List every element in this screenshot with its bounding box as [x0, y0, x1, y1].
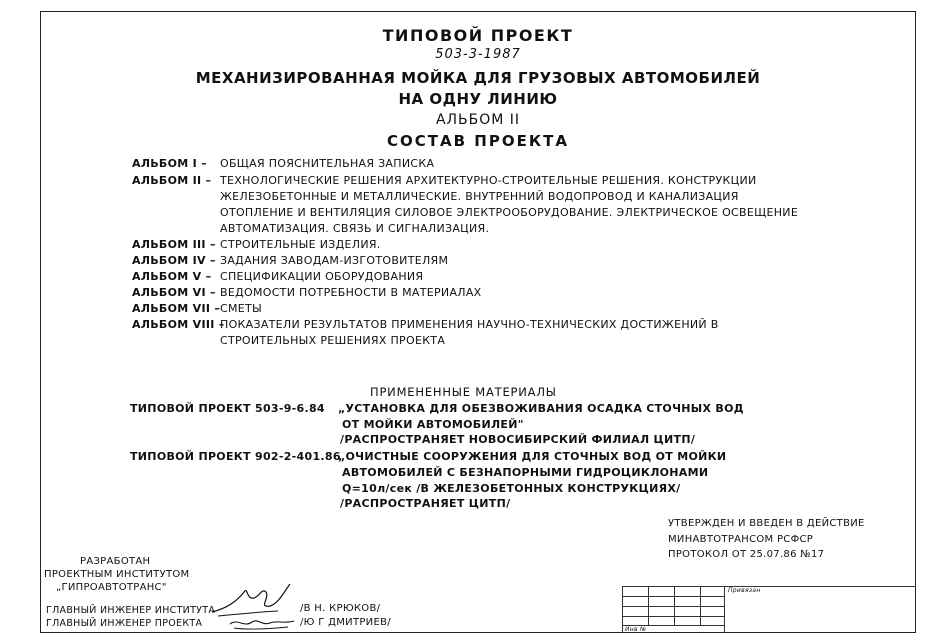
project-title: ТИПОВОЙ ПРОЕКТ	[382, 26, 574, 45]
approval-line-2: МИНАВТОТРАНСОМ РСФСР	[668, 534, 814, 545]
chief-engineer-institute-label: ГЛАВНЫЙ ИНЖЕНЕР ИНСТИТУТА	[46, 605, 216, 616]
chief-engineer-project-label: ГЛАВНЫЙ ИНЖЕНЕР ПРОЕКТА	[46, 618, 203, 629]
material-2-label: ТИПОВОЙ ПРОЕКТ 902-2-401.86	[130, 450, 341, 463]
project-subject-line1: МЕХАНИЗИРОВАННАЯ МОЙКА ДЛЯ ГРУЗОВЫХ АВТОМОБИЛЕЙ	[195, 69, 761, 87]
album-title: АЛЬБОМ II	[435, 112, 521, 128]
album-5-label: АЛЬБОМ V –	[132, 270, 212, 283]
chief-engineer-institute-name: /В Н. КРЮКОВ/	[300, 603, 381, 614]
material-1-label: ТИПОВОЙ ПРОЕКТ 503-9-6.84	[130, 402, 325, 415]
material-2-text-4: /РАСПРОСТРАНЯЕТ ЦИТП/	[340, 497, 511, 510]
album-8-text-1: ПОКАЗАТЕЛИ РЕЗУЛЬТАТОВ ПРИМЕНЕНИЯ НАУЧНО-ТЕХНИЧЕСКИХ ДОСТИЖЕНИЙ В	[220, 318, 719, 331]
developer-line-2: ПРОЕКТНЫМ ИНСТИТУТОМ	[44, 569, 190, 580]
title-block-inventory-label: Инв №	[625, 626, 647, 633]
album-7-text: СМЕТЫ	[220, 302, 263, 315]
album-4-text: ЗАДАНИЯ ЗАВОДАМ-ИЗГОТОВИТЕЛЯМ	[220, 254, 449, 267]
chief-engineer-project-name: /Ю Г ДМИТРИЕВ/	[300, 617, 391, 628]
album-4-label: АЛЬБОМ IV –	[132, 254, 216, 267]
developer-line-3: „ГИПРОАВТОТРАНС"	[56, 582, 167, 593]
approval-line-1: УТВЕРЖДЕН И ВВЕДЕН В ДЕЙСТВИЕ	[668, 518, 865, 529]
title-block	[622, 586, 916, 633]
album-2-text-4: АВТОМАТИЗАЦИЯ. СВЯЗЬ И СИГНАЛИЗАЦИЯ.	[220, 222, 490, 235]
material-1-text-1: „УСТАНОВКА ДЛЯ ОБЕЗВОЖИВАНИЯ ОСАДКА СТОЧНЫХ ВОД	[338, 402, 744, 415]
project-number: 503-3-1987	[435, 47, 521, 62]
title-block-attached-label: Привязан	[728, 587, 761, 594]
album-1-text: ОБЩАЯ ПОЯСНИТЕЛЬНАЯ ЗАПИСКА	[220, 157, 435, 170]
album-2-text-2: ЖЕЛЕЗОБЕТОННЫЕ И МЕТАЛЛИЧЕСКИЕ. ВНУТРЕННИЙ ВОДОПРОВОД И КАНАЛИЗАЦИЯ	[220, 190, 739, 203]
album-7-label: АЛЬБОМ VII –	[132, 302, 221, 315]
material-2-text-2: АВТОМОБИЛЕЙ С БЕЗНАПОРНЫМИ ГИДРОЦИКЛОНАМИ	[342, 466, 709, 479]
album-6-text: ВЕДОМОСТИ ПОТРЕБНОСТИ В МАТЕРИАЛАХ	[220, 286, 482, 299]
album-2-text-3: ОТОПЛЕНИЕ И ВЕНТИЛЯЦИЯ СИЛОВОЕ ЭЛЕКТРООБОРУДОВАНИЕ. ЭЛЕКТРИЧЕСКОЕ ОСВЕЩЕНИЕ	[220, 206, 799, 219]
developer-line-1: РАЗРАБОТАН	[80, 556, 151, 567]
album-8-text-2: СТРОИТЕЛЬНЫХ РЕШЕНИЯХ ПРОЕКТА	[220, 334, 446, 347]
album-2-text-1: ТЕХНОЛОГИЧЕСКИЕ РЕШЕНИЯ АРХИТЕКТУРНО-СТРОИТЕЛЬНЫЕ РЕШЕНИЯ. КОНСТРУКЦИИ	[220, 174, 757, 187]
album-6-label: АЛЬБОМ VI –	[132, 286, 216, 299]
approval-line-3: ПРОТОКОЛ ОТ 25.07.86 №17	[668, 549, 825, 560]
materials-heading: ПРИМЕНЕННЫЕ МАТЕРИАЛЫ	[370, 385, 557, 399]
project-subject-line2: НА ОДНУ ЛИНИЮ	[398, 90, 558, 108]
material-2-text-3: Q=10л/сек /В ЖЕЛЕЗОБЕТОННЫХ КОНСТРУКЦИЯХ/	[342, 482, 681, 495]
album-3-text: СТРОИТЕЛЬНЫЕ ИЗДЕЛИЯ.	[220, 238, 381, 251]
material-1-text-2: ОТ МОЙКИ АВТОМОБИЛЕЙ"	[342, 418, 524, 431]
album-2-label: АЛЬБОМ II –	[132, 174, 212, 187]
material-1-text-3: /РАСПРОСТРАНЯЕТ НОВОСИБИРСКИЙ ФИЛИАЛ ЦИТП/	[340, 433, 696, 446]
album-5-text: СПЕЦИФИКАЦИИ ОБОРУДОВАНИЯ	[220, 270, 424, 283]
album-1-label: АЛЬБОМ I –	[132, 157, 207, 170]
signature-dmitriev	[228, 612, 298, 634]
material-2-text-1: „ОЧИСТНЫЕ СООРУЖЕНИЯ ДЛЯ СТОЧНЫХ ВОД ОТ МОЙКИ	[338, 450, 727, 463]
section-title: СОСТАВ ПРОЕКТА	[387, 132, 569, 150]
album-3-label: АЛЬБОМ III –	[132, 238, 216, 251]
album-8-label: АЛЬБОМ VIII –	[132, 318, 225, 331]
